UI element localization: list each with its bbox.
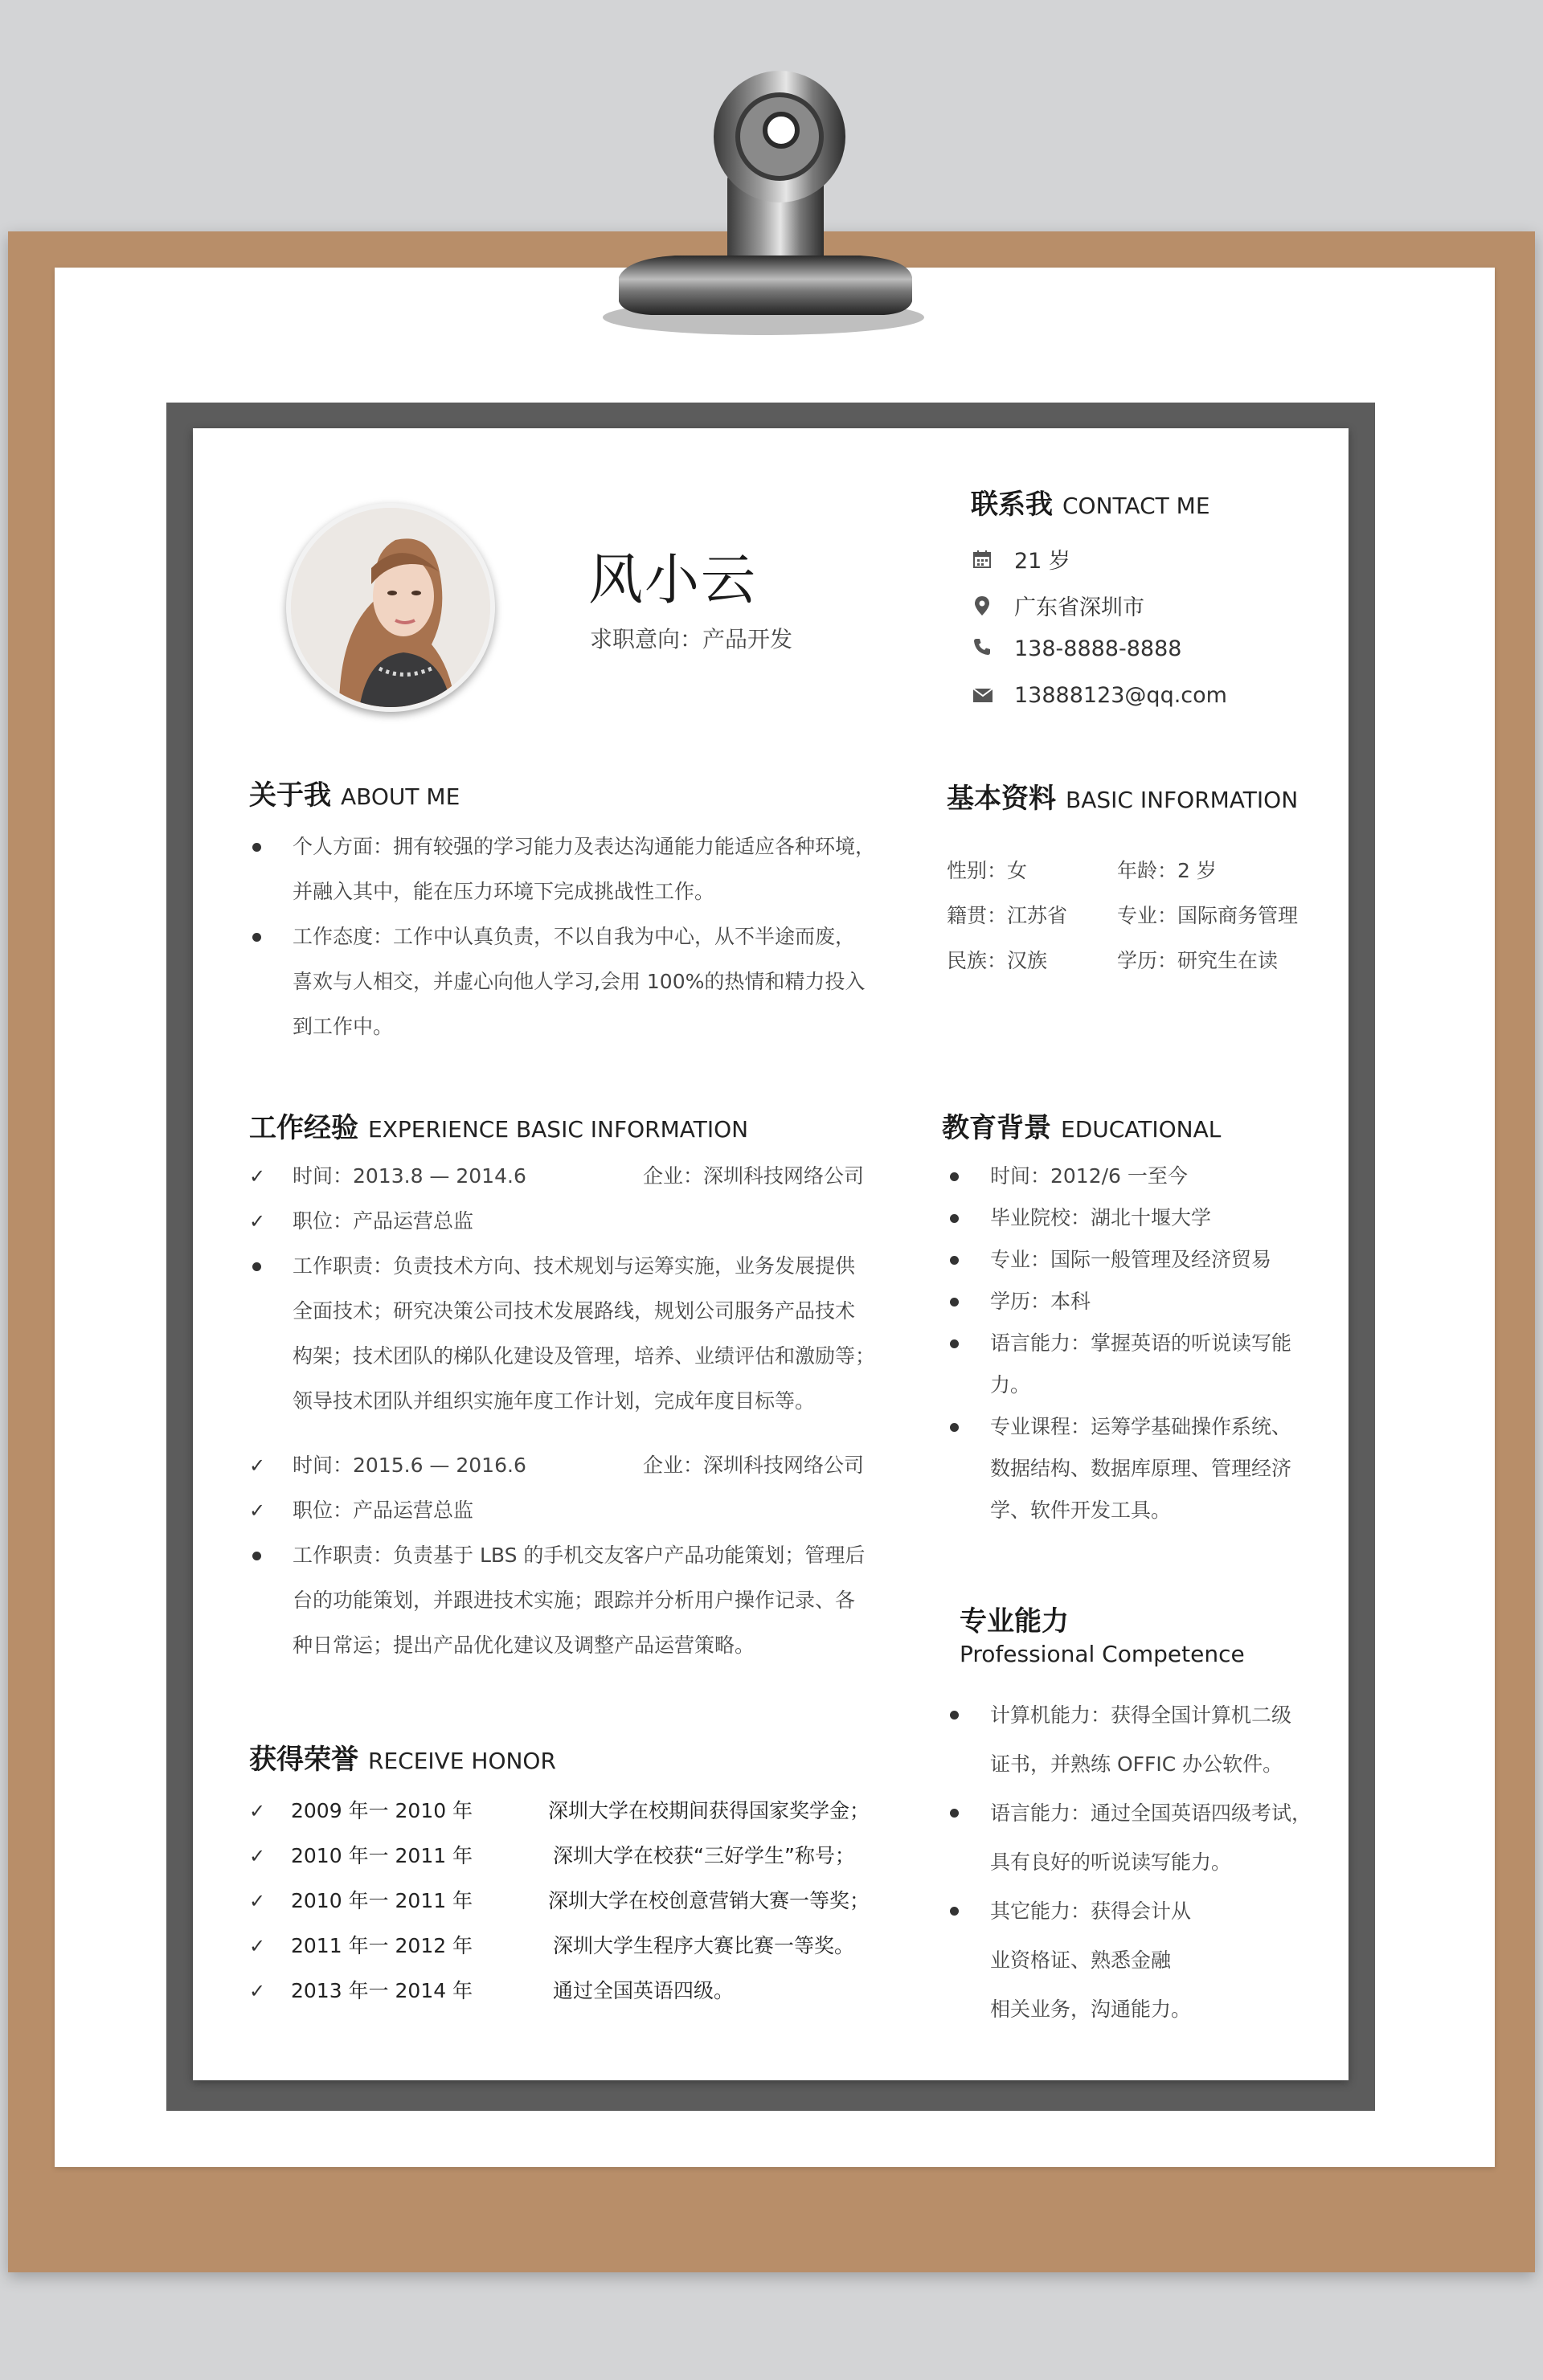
check-icon: ✓ bbox=[249, 1454, 266, 1477]
honor-desc: 深圳大学生程序大赛比赛一等奖。 bbox=[553, 1934, 855, 1957]
contact-title-cn: 联系我 bbox=[971, 489, 1053, 521]
bullet-dot-icon bbox=[950, 1907, 959, 1916]
bullet-dot-icon bbox=[252, 843, 261, 852]
list-item bbox=[947, 1197, 1332, 1239]
basic-native: 籍贯：江苏省 bbox=[947, 904, 1068, 927]
about-list bbox=[249, 824, 876, 1049]
basic-title-cn: 基本资料 bbox=[947, 783, 1056, 815]
experience-title-cn: 工作经验 bbox=[249, 1112, 358, 1144]
skill-line: 语言能力：通过全国英语四级考试， bbox=[990, 1801, 1312, 1825]
check-icon: ✓ bbox=[249, 1890, 266, 1912]
about-line: 个人方面：拥有较强的学习能力及表达沟通能力能适应各种环境， bbox=[293, 835, 876, 858]
bullet-dot-icon bbox=[950, 1256, 959, 1265]
education-line: 学、软件开发工具。 bbox=[990, 1499, 1172, 1522]
job-duty-list bbox=[249, 1533, 876, 1668]
honor-desc: 深圳大学在校创意营销大赛一等奖； bbox=[548, 1889, 870, 1912]
experience-heading bbox=[249, 1106, 748, 1145]
honor-desc: 深圳大学在校获“三好学生”称号； bbox=[553, 1844, 855, 1867]
honor-heading bbox=[249, 1737, 556, 1777]
check-icon: ✓ bbox=[249, 1845, 266, 1867]
contact-phone[interactable]: 138-8888-8888 bbox=[1014, 636, 1182, 661]
check-icon: ✓ bbox=[249, 1935, 266, 1957]
basic-degree: 学历：研究生在读 bbox=[1117, 949, 1279, 972]
job-time: 时间：2015.6 — 2016.6 bbox=[293, 1454, 526, 1477]
contact-age: 21 岁 bbox=[1014, 549, 1070, 574]
basic-title-en: BASIC INFORMATION bbox=[1066, 787, 1299, 813]
education-line: 学历：本科 bbox=[990, 1290, 1091, 1313]
education-line: 时间：2012/6 一至今 bbox=[990, 1164, 1188, 1188]
contact-email[interactable]: 13888123@qq.com bbox=[1014, 683, 1227, 708]
honor-title-en: RECEIVE HONOR bbox=[368, 1748, 556, 1774]
about-title-cn: 关于我 bbox=[249, 779, 331, 812]
honor-list bbox=[249, 1789, 892, 2014]
contact-phone-row bbox=[972, 636, 1181, 662]
bullet-dot-icon bbox=[950, 1172, 959, 1181]
basic-heading bbox=[947, 776, 1298, 816]
list-item bbox=[249, 1244, 876, 1424]
bullet-dot-icon bbox=[950, 1339, 959, 1348]
skills-list bbox=[947, 1691, 1332, 2034]
list-item bbox=[947, 1323, 1332, 1406]
avatar bbox=[286, 503, 495, 712]
experience-title-en: EXPERIENCE BASIC INFORMATION bbox=[368, 1116, 749, 1143]
candidate-name: 风小云 bbox=[588, 549, 758, 612]
bullet-dot-icon bbox=[950, 1423, 959, 1432]
list-item bbox=[249, 1533, 876, 1668]
education-title-en: EDUCATIONAL bbox=[1061, 1116, 1222, 1143]
education-line: 专业：国际一般管理及经济贸易 bbox=[990, 1248, 1272, 1271]
skill-line: 相关业务，沟通能力。 bbox=[990, 1998, 1192, 2021]
duty-line: 工作职责：负责基于 LBS 的手机交友客户产品功能策划；管理后 bbox=[293, 1544, 866, 1567]
bullet-dot-icon bbox=[950, 1809, 959, 1818]
job-duty-list bbox=[249, 1244, 876, 1424]
duty-line: 全面技术；研究决策公司技术发展路线，规划公司服务产品技术 bbox=[293, 1299, 856, 1323]
experience-job-2 bbox=[249, 1443, 876, 1668]
job-time: 时间：2013.8 — 2014.6 bbox=[293, 1164, 526, 1188]
basic-age: 年龄：2 岁 bbox=[1117, 859, 1217, 882]
education-line: 数据结构、数据库原理、管理经济 bbox=[990, 1457, 1292, 1480]
bullet-dot-icon bbox=[252, 1552, 261, 1560]
honor-period: 2013 年一 2014 年 bbox=[291, 1979, 473, 2002]
duty-line: 台的功能策划，并跟进技术实施；跟踪并分析用户操作记录、各 bbox=[293, 1589, 856, 1612]
list-item bbox=[947, 1239, 1332, 1281]
honor-desc: 通过全国英语四级。 bbox=[553, 1979, 735, 2002]
list-item bbox=[249, 914, 876, 1049]
email-icon bbox=[972, 684, 997, 709]
about-heading bbox=[249, 773, 460, 812]
calendar-icon bbox=[972, 550, 997, 575]
job-company: 企业：深圳科技网络公司 bbox=[643, 1454, 865, 1477]
bullet-dot-icon bbox=[252, 933, 261, 942]
list-item bbox=[249, 824, 876, 914]
job-position: 职位：产品运营总监 bbox=[293, 1209, 474, 1233]
duty-line: 领导技术团队并组织实施年度工作计划，完成年度目标等。 bbox=[293, 1389, 816, 1413]
education-line: 语言能力：掌握英语的听说读写能 bbox=[990, 1331, 1292, 1355]
list-item bbox=[947, 1281, 1332, 1323]
honor-item bbox=[249, 1879, 892, 1924]
check-icon: ✓ bbox=[249, 1980, 266, 2002]
about-line: 并融入其中，能在压力环境下完成挑战性工作。 bbox=[293, 880, 715, 903]
list-item bbox=[947, 1155, 1332, 1197]
skill-line: 计算机能力：获得全国计算机二级 bbox=[990, 1703, 1292, 1727]
honor-period: 2011 年一 2012 年 bbox=[291, 1934, 473, 1957]
education-title-cn: 教育背景 bbox=[942, 1112, 1051, 1144]
list-item bbox=[947, 1887, 1332, 2034]
contact-heading bbox=[971, 482, 1210, 521]
about-line: 工作态度：工作中认真负责，不以自我为中心，从不半途而废， bbox=[293, 925, 856, 948]
check-icon: ✓ bbox=[249, 1800, 266, 1822]
list-item bbox=[947, 1406, 1332, 1531]
check-icon: ✓ bbox=[249, 1499, 266, 1522]
list-item bbox=[947, 1691, 1332, 1789]
honor-item bbox=[249, 1834, 892, 1879]
honor-item bbox=[249, 1924, 892, 1969]
portrait-image bbox=[291, 508, 490, 707]
binder-clip-icon bbox=[579, 48, 948, 354]
about-line: 到工作中。 bbox=[293, 1015, 394, 1038]
check-icon: ✓ bbox=[249, 1210, 266, 1233]
contact-location: 广东省深圳市 bbox=[1014, 595, 1144, 620]
skills-title-en: Professional Competence bbox=[960, 1641, 1245, 1667]
bullet-dot-icon bbox=[950, 1711, 959, 1720]
education-line: 毕业院校：湖北十堰大学 bbox=[990, 1206, 1212, 1229]
phone-icon bbox=[972, 637, 997, 662]
honor-item bbox=[249, 1789, 892, 1834]
job-position: 职位：产品运营总监 bbox=[293, 1499, 474, 1522]
job-company: 企业：深圳科技网络公司 bbox=[643, 1164, 865, 1188]
contact-age-row bbox=[972, 543, 1070, 575]
basic-major: 专业：国际商务管理 bbox=[1117, 904, 1299, 927]
location-pin-icon bbox=[972, 595, 997, 622]
bullet-dot-icon bbox=[950, 1214, 959, 1223]
honor-item bbox=[249, 1969, 892, 2014]
education-list bbox=[947, 1155, 1332, 1531]
education-line: 力。 bbox=[990, 1373, 1031, 1397]
contact-location-row bbox=[972, 590, 1144, 622]
education-line: 专业课程：运筹学基础操作系统、 bbox=[990, 1415, 1292, 1438]
skill-line: 具有良好的听说读写能力。 bbox=[990, 1850, 1232, 1874]
skill-line: 业资格证、熟悉金融 bbox=[990, 1949, 1172, 1972]
duty-line: 种日常运；提出产品优化建议及调整产品运营策略。 bbox=[293, 1634, 755, 1657]
basic-ethnic: 民族：汉族 bbox=[947, 949, 1048, 972]
check-icon: ✓ bbox=[249, 1165, 266, 1188]
contact-email-row bbox=[972, 683, 1227, 709]
honor-desc: 深圳大学在校期间获得国家奖学金； bbox=[548, 1799, 870, 1822]
job-intent: 求职意向：产品开发 bbox=[590, 626, 793, 652]
about-title-en: ABOUT ME bbox=[341, 783, 460, 810]
experience-job-1 bbox=[249, 1154, 876, 1424]
education-heading bbox=[942, 1106, 1221, 1145]
contact-title-en: CONTACT ME bbox=[1062, 493, 1210, 519]
bullet-dot-icon bbox=[252, 1262, 261, 1271]
duty-line: 工作职责：负责技术方向、技术规划与运筹实施，业务发展提供 bbox=[293, 1254, 856, 1278]
skill-line: 证书，并熟练 OFFIC 办公软件。 bbox=[990, 1752, 1283, 1776]
skill-line: 其它能力：获得会计从 bbox=[990, 1900, 1192, 1923]
honor-period: 2010 年一 2011 年 bbox=[291, 1844, 473, 1867]
list-item bbox=[947, 1789, 1332, 1887]
honor-title-cn: 获得荣誉 bbox=[249, 1744, 358, 1776]
about-line: 喜欢与人相交，并虚心向他人学习,会用 100%的热情和精力投入 bbox=[293, 970, 866, 993]
skills-title-cn: 专业能力 bbox=[960, 1605, 1069, 1638]
honor-period: 2010 年一 2011 年 bbox=[291, 1889, 473, 1912]
duty-line: 构架；技术团队的梯队化建设及管理，培养、业绩评估和激励等； bbox=[293, 1344, 876, 1368]
bullet-dot-icon bbox=[950, 1298, 959, 1307]
honor-period: 2009 年一 2010 年 bbox=[291, 1799, 473, 1822]
basic-gender: 性别：女 bbox=[947, 859, 1028, 882]
